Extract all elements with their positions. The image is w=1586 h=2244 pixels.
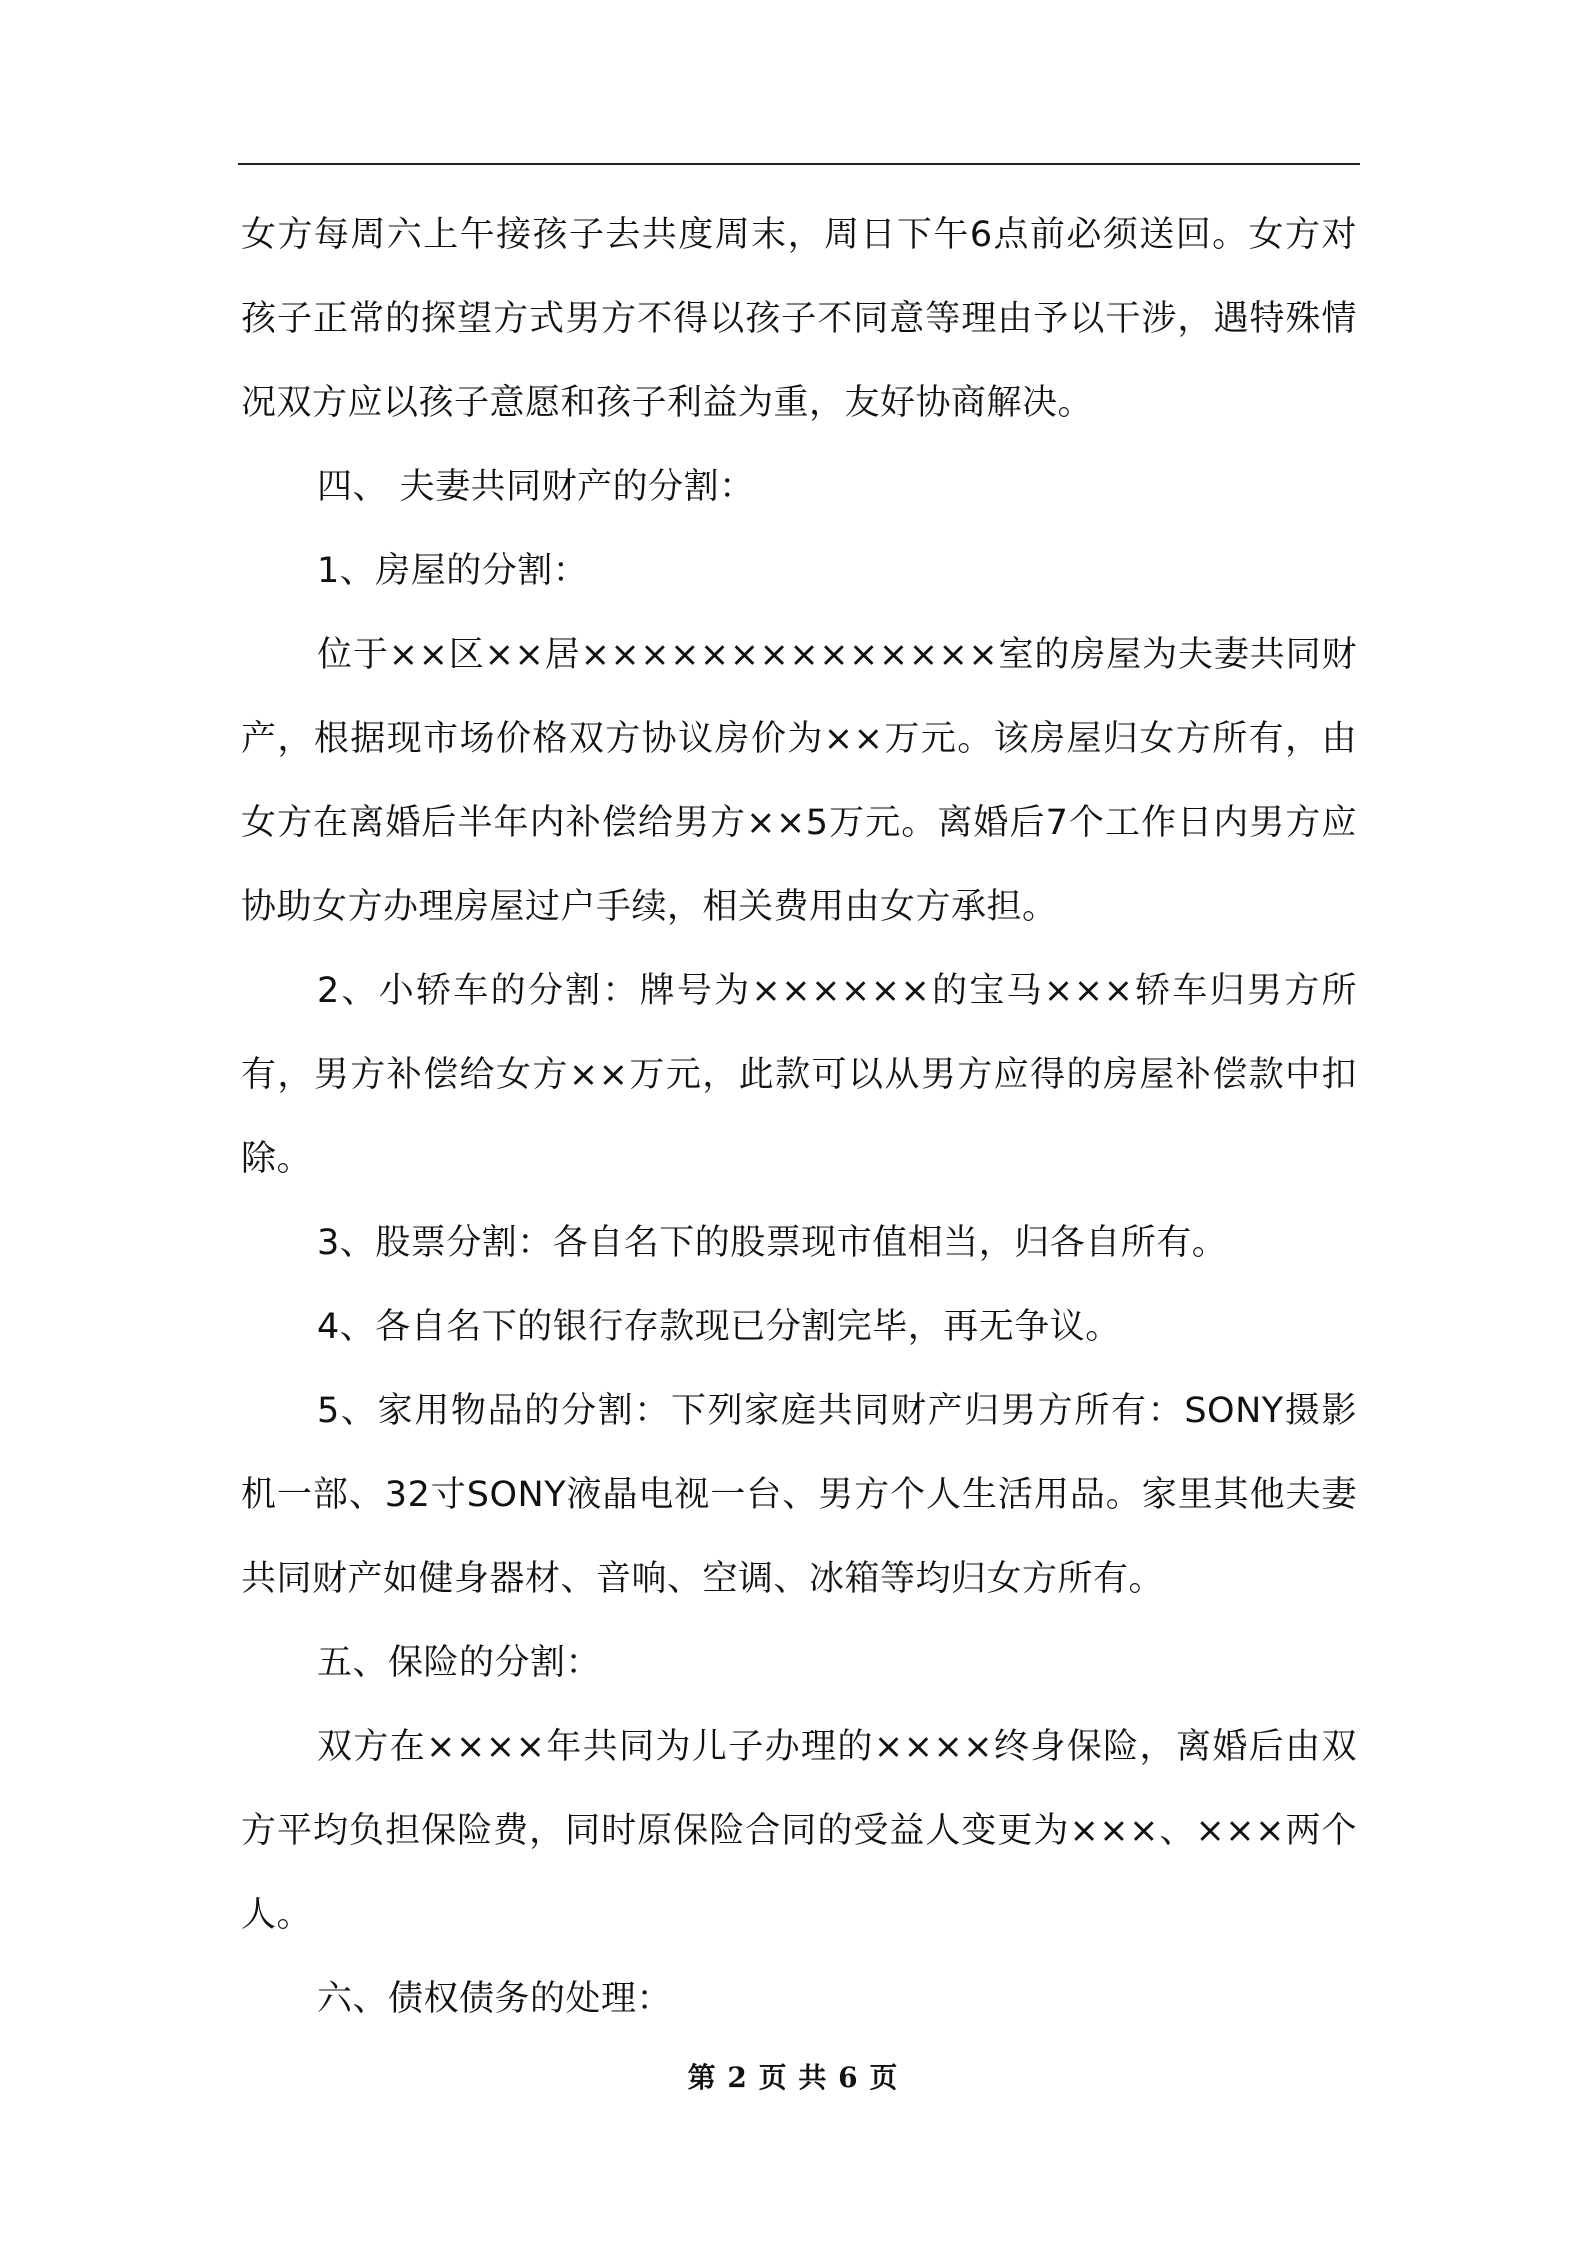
heading-property-division: 四、 夫妻共同财产的分割： [317,467,755,507]
paragraph-household-items: 5、家用物品的分割：下列家庭共同财产归男方所有：SONY摄影机一部、32寸SONY液晶电视一台、男方个人生活用品。家里其他夫妻共同财产如健身器材、音响、空调、冰箱等均归女方所有。 [241,1391,1357,1599]
heading-debts: 六、债权债务的处理： [317,1979,673,2019]
paragraph-insurance-details: 双方在××××年共同为儿子办理的××××终身保险，离婚后由双方平均负担保险费，同时原保险合同的受益人变更为×××、×××两个人。 [241,1727,1357,1935]
paragraph-house-details: 位于××区××居××××××××××××××室的房屋为夫妻共同财产，根据现市场价格双方协议房价为××万元。该房屋归女方所有，由女方在离婚后半年内补偿给男方××5万元。离婚后7个工作日内男方应协助女方办理房屋过户手续，相关费用由女方承担。 [241,635,1357,927]
subheading-house-division: 1、房屋的分割： [317,551,589,591]
paragraph-visitation: 女方每周六上午接孩子去共度周末，周日下午6点前必须送回。女方对孩子正常的探望方式男方不得以孩子不同意等理由予以干涉，遇特殊情况双方应以孩子意愿和孩子利益为重，友好协商解决。 [241,215,1357,423]
header-rule [238,163,1360,165]
document-body [241,193,1357,2041]
paragraph-stock-division: 3、股票分割：各自名下的股票现市值相当，归各自所有。 [317,1223,1228,1263]
page-number: 第 2 页 共 6 页 [687,2061,899,2094]
paragraph-car-division: 2、小轿车的分割：牌号为××××××的宝马×××轿车归男方所有，男方补偿给女方××万元，此款可以从男方应得的房屋补偿款中扣除。 [241,971,1357,1179]
paragraph-bank-deposits: 4、各自名下的银行存款现已分割完毕，再无争议。 [317,1307,1121,1347]
heading-insurance-division: 五、保险的分割： [317,1643,602,1683]
